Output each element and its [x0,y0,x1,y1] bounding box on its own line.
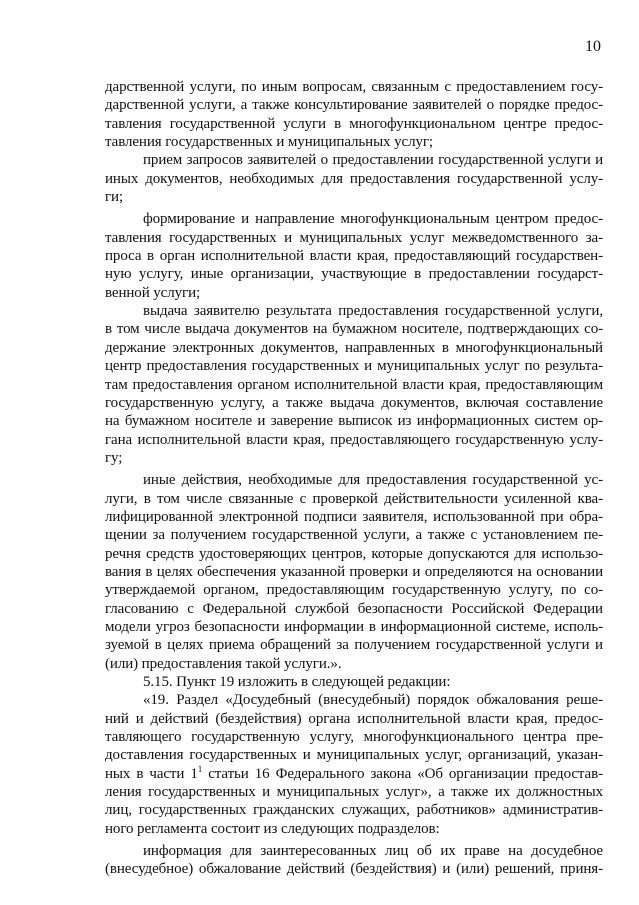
text-line [105,600,603,618]
text-line-content: дарственной услуги, а также консультирование заявителей о порядке предос- [105,97,603,114]
text-line-content: речня средств удостоверяющих центров, которые допускаются для использо- [105,545,603,562]
text-line [105,563,603,581]
text-line-content: там предоставления органом исполнительной власти края, предоставляющим [105,376,603,393]
text-line-content: в том числе выдача документов на бумажном носителе, подтверждающих со- [105,321,603,338]
text-line [105,545,603,563]
text-line-content: лифицированной электронной подписи заявителя, использованной при обра- [105,508,603,525]
text-line-content: модели угроз безопасности информации в информационной системе, исполь- [105,618,603,635]
text-line [105,860,603,878]
text-line-content: ного регламента состоит из следующих подразделов: [105,820,440,837]
text-line [105,133,603,151]
text-line-content: доставления государственных и муниципальных услуг, организаций, указан- [105,747,603,764]
text-line-content: проса в орган исполнительной власти края, предоставляющий государствен- [105,248,603,265]
text-line [105,339,603,357]
text-line [105,490,603,508]
text-line [105,783,603,801]
text-line-content: ных в части 1 [105,765,198,782]
text-line [105,247,603,265]
text-line-content: вания в целях обеспечения указанной проверки и определяются на основании [105,563,603,580]
text-line-content: тавления государственных и муниципальных услуг межведомственного за- [105,229,603,246]
text-line-content: венной услуги; [105,284,201,301]
text-line-content: (внесудебное) обжалование действий (бездействия) и (или) решений, приня- [105,861,603,878]
text-line-content: 5.15. Пункт 19 изложить в следующей редакции: [143,674,451,690]
text-line-content: гласованию с Федеральной службой безопасности Российской Федерации [105,600,603,617]
text-line-content: «19. Раздел «Досудебный (внесудебный) порядок обжалования реше- [143,692,603,709]
text-line [105,151,603,169]
text-line-content: информация для заинтересованных лиц об их праве на досудебное [143,843,603,860]
text-line [105,820,603,838]
text-line-content: лиц, государственных гражданских служащих, работников» административ- [105,802,603,819]
text-line-content: дарственной услуги, по иным вопросам, связанным с предоставлением госу- [105,79,603,95]
text-line [105,691,603,709]
text-line [105,302,603,320]
text-line-content: центр предоставления государственных и муниципальных услуг по результа- [105,358,603,375]
text-line-content: тавления государственных и муниципальных услуг; [105,134,433,151]
text-line [105,78,603,96]
text-line [105,188,603,206]
text-line [105,471,603,489]
text-line [105,801,603,819]
text-line-content: ления государственных и муниципальных услуг», а также их должностных [105,784,603,801]
document-body [105,78,603,879]
text-line-content: ний и действий (бездействия) органа исполнительной власти края, предос- [105,710,603,727]
text-line-content: иных документов, необходимых для предоставления государственной услу- [105,170,603,187]
text-line-content: утверждаемой органом, предоставляющим государственную услугу, по со- [105,582,603,599]
text-line-content: гана исполнительной власти края, предоставляющего государственную услу- [105,431,603,448]
text-line [105,320,603,338]
text-line-content: держание электронных документов, направленных в многофункциональный [105,339,603,356]
text-line-content: щении за получением государственной услуги, а также с установлением пе- [105,527,603,544]
text-line [105,765,603,783]
text-line [105,96,603,114]
text-line-content: иные действия, необходимые для предоставления государственной ус- [143,472,603,489]
text-line [105,394,603,412]
text-line [105,526,603,544]
text-line-content: луги, в том числе связанные с проверкой действительности усиленной ква- [105,490,603,507]
superscript: 1 [197,763,203,774]
text-line [105,710,603,728]
text-line [105,508,603,526]
text-line [105,265,603,283]
text-line-content: тавления государственной услуги в многофункциональном центре предос- [105,115,603,132]
text-line [105,449,603,467]
text-line [105,210,603,228]
text-line [105,115,603,133]
text-line [105,376,603,394]
text-line-content: гу; [105,449,123,466]
text-line-content: формирование и направление многофункциональным центром предос- [143,211,603,228]
text-line-content: на бумажном носителе и заверение выписок из информационных систем ор- [105,413,603,430]
text-line [105,618,603,636]
text-line-content: прием запросов заявителей о предоставлении государственной услуги и [143,152,603,169]
text-line [105,431,603,449]
text-line-continuation: статьи 16 Федерального закона «Об организации предостав- [202,765,603,782]
text-line [105,746,603,764]
text-line [105,673,603,691]
text-line [105,728,603,746]
text-line [105,636,603,654]
text-line-content: тавляющего государственную услугу, многофункционального центра пре- [105,729,603,746]
text-line-content: ную услугу, иные организации, участвующие в предоставлении государст- [105,266,603,283]
text-line [105,170,603,188]
text-line [105,229,603,247]
text-line-content: выдача заявителю результата предоставления государственной услуги, [143,303,603,320]
text-line-content: (или) предоставления такой услуги.». [105,655,342,672]
text-line [105,842,603,860]
text-line [105,655,603,673]
text-line [105,581,603,599]
text-line-content: ги; [105,189,124,206]
text-line-content: государственную услугу, а также выдача документов, включая составление [105,394,603,411]
text-line [105,284,603,302]
text-line-content: зуемой в целях приема обращений за получением государственной услуги и [105,637,603,654]
text-line [105,412,603,430]
page-number: 10 [585,38,601,55]
text-line [105,357,603,375]
